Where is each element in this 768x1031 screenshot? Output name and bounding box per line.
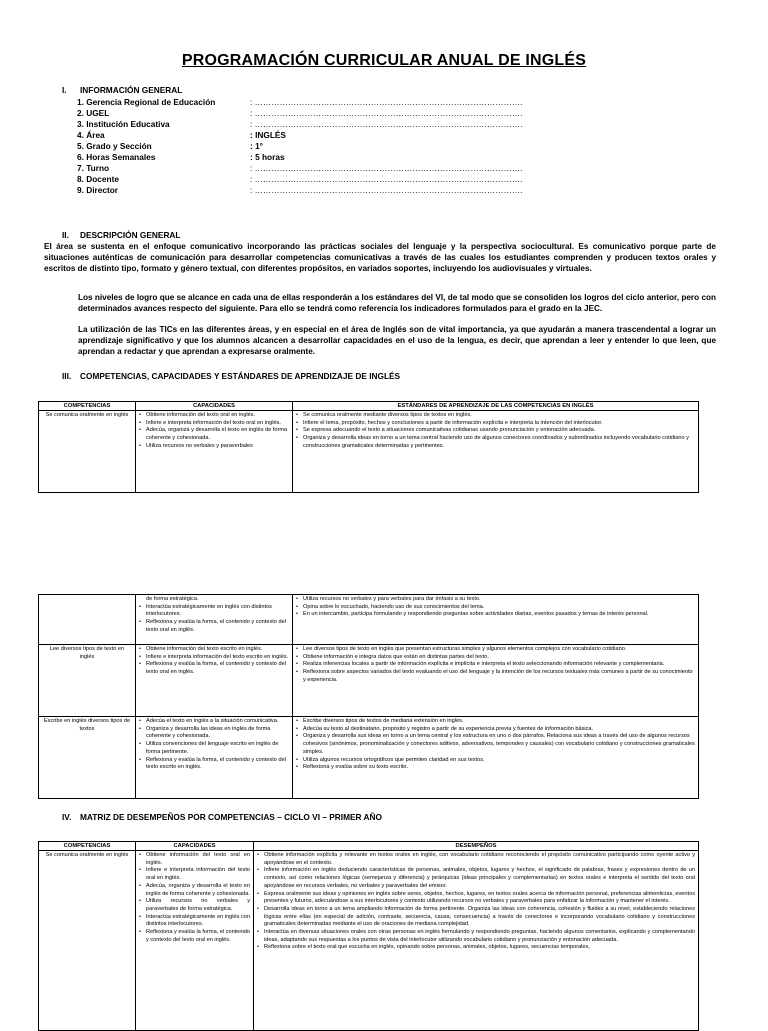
- info-value: : …………………………………………………………………………………….: [250, 108, 523, 118]
- list-item: • Utiliza convenciones del lenguaje escrito en inglés de forma pertinente.: [139, 741, 289, 756]
- section-2-heading: [62, 230, 181, 240]
- section-4-title: MATRIZ DE DESEMPEÑOS POR COMPETENCIAS – CICLO VI – PRIMER AÑO: [80, 812, 382, 822]
- info-label: 2. UGEL: [77, 108, 110, 118]
- info-value: : 1°: [250, 141, 264, 151]
- header-capacidades: CAPACIDADES: [136, 842, 254, 851]
- list-item: • Se comunica oralmente mediante diversos tipos de textos en inglés.: [296, 412, 695, 420]
- list-item: • Reflexiona y evalúa la forma, el contenido y contexto del texto oral en inglés.: [139, 929, 250, 944]
- info-label: 4. Área: [77, 130, 105, 140]
- section-3-number: III.: [62, 371, 72, 381]
- info-label: 8. Docente: [77, 174, 119, 184]
- header-competencias: COMPETENCIAS: [39, 402, 136, 411]
- info-value: : …………………………………………………………………………………….: [250, 163, 523, 173]
- standards-cell: [293, 717, 699, 799]
- list-item: • Organiza y desarrolla las ideas en inglés de forma coherente y cohesionada.: [139, 726, 289, 741]
- list-item: • Utiliza recursos no verbales y para verbales para dar énfasis a su texto.: [296, 596, 695, 604]
- table-row: [39, 851, 699, 1031]
- info-value: : 5 horas: [250, 152, 285, 162]
- description-paragraph-1: El área se sustenta en el enfoque comunicativo incorporando las prácticas sociales del lenguaje y la perspectiva sociocultural. Es comunicativo porque parte de situaciones auténticas de comunicación para desarrollar competencias comunicativas a través de las cuales los estudiantes comprenden y producen textos orales y escritos de distinto tipo, formato y género textual, con diferentes propósitos, en variados soportes, incluyendo los audiovisuales y virtuales.: [44, 242, 716, 274]
- list-item: • Infiere e interpreta información del texto oral en inglés.: [139, 420, 289, 428]
- performance-matrix-table: [38, 841, 699, 1031]
- list-item: • Utiliza algunos recursos ortográficos que permiten claridad en sus textos.: [296, 757, 695, 765]
- info-label: 7. Turno: [77, 163, 110, 173]
- standards-table-continued: [38, 594, 699, 799]
- list-item: • Realiza inferencias locales a partir de información explícita e implícita e interpreta el texto seleccionando información relevante y complementaria.: [296, 661, 695, 669]
- header-capacidades: CAPACIDADES: [136, 402, 293, 411]
- capacities-cell: [136, 645, 293, 717]
- table-row: [39, 717, 699, 799]
- list-item: • Reflexiona y evalúa sobre su texto escrito.: [296, 764, 695, 772]
- competency-cell: Se comunica oralmente en inglés: [39, 411, 136, 493]
- list-item: • Reflexiona y evalúa la forma, el contenido y contexto del texto oral en inglés.: [139, 619, 289, 634]
- list-item: • Utiliza recursos no verbales y paraverbales: [139, 443, 289, 451]
- list-item: • Adecúa el texto en inglés a la situación comunicativa.: [139, 718, 289, 726]
- info-value: : INGLÉS: [250, 130, 286, 140]
- performances-cell: [254, 851, 699, 1031]
- description-paragraph-3: La utilización de las TICs en las diferentes áreas, y en especial en el área de Inglés son de vital importancia, ya que ayudarán a manera trascendental a lograr un aprendizaje significativo y que los alumnos alcancen a desarrollar capacidades en el uso de la lengua, es decir, que aprendan a leer y entender lo que leen, que aprendan a redactar y que aprendan a expresarse oralmente.: [78, 325, 716, 357]
- header-desempenos: DESEMPEÑOS: [254, 842, 699, 851]
- info-value: : …………………………………………………………………………………….: [250, 174, 523, 184]
- header-competencias: COMPETENCIAS: [39, 842, 136, 851]
- list-item: • Obtiene información del texto oral en inglés.: [139, 852, 250, 867]
- info-label: 3. Institución Educativa: [77, 119, 170, 129]
- list-item: • Reflexiona y evalúa la forma, el contenido y contexto del texto oral en inglés.: [139, 661, 289, 676]
- list-item: • Interactúa estratégicamente en inglés con distintos interlocutores.: [139, 604, 289, 619]
- list-item: • Se expresa adecuando el texto a situaciones comunicativas cotidianas usando pronunciación y entonación adecuada.: [296, 427, 695, 435]
- table-row: [39, 411, 699, 493]
- list-item: • Infiere e interpreta información del texto oral en inglés.: [139, 867, 250, 882]
- list-item: • Escribe diversos tipos de textos de mediana extensión en inglés.: [296, 718, 695, 726]
- list-item: • Obtiene información explícita y relevante en textos orales en inglés, con vocabulario cotidiano reconociendo el propósito comunicativo participando como oyente activo y apoyándose en el contexto.: [257, 852, 695, 867]
- list-item: • Obtiene información e integra datos que están en distintas partes del texto.: [296, 654, 695, 662]
- competency-cell: Lee diversos tipos de texto en inglés: [39, 645, 136, 717]
- info-value: : …………………………………………………………………………………….: [250, 97, 523, 107]
- table-row: [39, 595, 699, 645]
- section-4-heading: [62, 812, 382, 822]
- list-item: • Utiliza recursos no verbales y paraverbales de forma estratégica.: [139, 898, 250, 913]
- capacities-cell: [136, 851, 254, 1031]
- capacities-cell: [136, 411, 293, 493]
- section-1-heading: [62, 85, 182, 95]
- standards-cell: [293, 645, 699, 717]
- list-item: • Expresa oralmente sus ideas y opiniones en inglés sobre seres, objetos, hechos, lugares, en textos orales acerca de información personal, preferencias alimenticias, eventos presentes y futuros, adecuándose a sus interlocutores y contexto utilizando recursos no verbales y paraverbales para enfatizar la información y mantener el interés.: [257, 891, 695, 906]
- list-item: • Reflexiona sobre aspectos variados del texto evaluando el uso del lenguaje y la intención de los recursos textuales más comunes a partir de su conocimiento y experiencia.: [296, 669, 695, 684]
- list-item: • Adecúa, organiza y desarrolla el texto en inglés de forma coherente y cohesionada.: [139, 883, 250, 898]
- capacities-cell: [136, 717, 293, 799]
- list-item: • Infiere el tema, propósito, hechos y conclusiones a partir de información explícita e interpreta la intención del interlocutor.: [296, 420, 695, 428]
- section-2-number: II.: [62, 230, 69, 240]
- list-item: • Obtiene información del texto escrito en inglés.: [139, 646, 289, 654]
- section-4-number: IV.: [62, 812, 72, 822]
- info-label: 1. Gerencia Regional de Educación: [77, 97, 216, 107]
- list-item: • Interactúa en diversas situaciones orales con otras personas en inglés formulando y respondiendo preguntas, haciendo algunos comentarios, explicando y complementando ideas, adaptando sus respuestas a los puntos de vista del interlocutor utilizando vocabulario cotidiano y pronunciación y entonación adecuada.: [257, 929, 695, 944]
- competency-cell: Escribe en inglés diversos tipos de textos: [39, 717, 136, 799]
- section-1-title: INFORMACIÓN GENERAL: [80, 85, 183, 95]
- list-item: • Lee diversos tipos de texto en inglés que presentan estructuras simples y algunos elementos complejos con vocabulario cotidiano.: [296, 646, 695, 654]
- info-label: 5. Grado y Sección: [77, 141, 152, 151]
- info-value: : …………………………………………………………………………………….: [250, 119, 523, 129]
- capacities-cell: [136, 595, 293, 645]
- table-header-row: [39, 842, 699, 851]
- list-item: • Organiza y desarrolla sus ideas en torno a un tema central y los estructura en uno o dos párrafos. Relaciona sus ideas a través del uso de algunos recursos cohesivos (sinónimos, pronominalización y conectores aditivos, adversativos, temporales y causales) con vocabulario cotidiano y construcciones gramaticales simples.: [296, 733, 695, 756]
- table-header-row: [39, 402, 699, 411]
- info-label: 9. Director: [77, 185, 119, 195]
- list-item: • Reflexiona sobre el texto oral que escucha en inglés, opinando sobre personas, animales, objetos, lugares, secuencias temporales,: [257, 944, 695, 952]
- list-item: • Opina sobre lo escuchado, haciendo uso de sus conocimientos del tema.: [296, 604, 695, 612]
- list-item: • En un intercambio, participa formulando y respondiendo preguntas sobre actividades diarias, eventos pasados y temas de interés personal.: [296, 611, 695, 619]
- list-item: • Interactúa estratégicamente en inglés con distintos interlocutores.: [139, 914, 250, 929]
- list-item: • Adecúa su texto al destinatario, propósito y registro a partir de su experiencia previa y fuentes de información básica.: [296, 726, 695, 734]
- list-item: • Infiere información en inglés deduciendo características de personas, animales, objetos, lugares y hechos, el significado de palabras, frases y expresiones dentro de un contexto, así como relaciones lógicas (semejanza y diferencia) y jerárquicas (ideas principales y complementarias) en textos orales e interpreta el sentido del texto oral apoyándose en recursos verbales, no verbales y paraverbales del emisor.: [257, 867, 695, 890]
- info-label: 6. Horas Semanales: [77, 152, 156, 162]
- document-title: PROGRAMACIÓN CURRICULAR ANUAL DE INGLÉS: [181, 52, 587, 69]
- list-item: • Reflexiona y evalúa la forma, el contenido y contexto del texto escrito en inglés.: [139, 757, 289, 772]
- section-3-title: COMPETENCIAS, CAPACIDADES Y ESTÁNDARES DE APRENDIZAJE DE INGLÉS: [80, 371, 401, 381]
- description-paragraph-2: Los niveles de logro que se alcance en cada una de ellas responderán a los estándares del VI, de tal modo que se consoliden los logros del ciclo anterior, pero con determinados avances respecto del siguiente. Para ello se tendrá como referencia los indicadores formulados para el grado en la JEC.: [78, 293, 716, 314]
- section-2-title: DESCRIPCIÓN GENERAL: [80, 230, 181, 240]
- section-3-heading: [62, 371, 400, 381]
- standards-cell: [293, 595, 699, 645]
- competency-cell: [39, 595, 136, 645]
- list-item: • Desarrolla ideas en torno a un tema ampliando información de forma pertinente. Organiza las ideas con coherencia, cohesión y fluidez a su nivel, estableciendo relaciones lógicas entre ellas (en especial de adición, contraste, secuencia, causa, consecuencia) a través de conectores e incorporando vocabulario cotidiano y construcciones gramaticales determinadas mediante el uso de oraciones de mediana complejidad.: [257, 906, 695, 929]
- standards-cell: [293, 411, 699, 493]
- list-item: • Adecúa, organiza y desarrolla el texto en inglés de forma coherente y cohesionada.: [139, 427, 289, 442]
- section-1-number: I.: [62, 85, 67, 95]
- list-item: • Obtiene información del texto oral en inglés.: [139, 412, 289, 420]
- competency-cell: Se comunica oralmente en inglés: [39, 851, 136, 1031]
- standards-table: [38, 401, 699, 493]
- header-estandares: ESTÁNDARES DE APRENDIZAJE DE LAS COMPETENCIAS EN INGLÉS: [293, 402, 699, 411]
- list-item: • Infiere e interpreta información del texto escrito en inglés.: [139, 654, 289, 662]
- table-row: [39, 645, 699, 717]
- info-value: : …………………………………………………………………………………….: [250, 185, 523, 195]
- capacity-continuation: de forma estratégica.: [146, 596, 199, 602]
- list-item: • Organiza y desarrolla ideas en torno a un tema central haciendo uso de algunos conectores coordinados y subordinados incluyendo vocabulario cotidiano y construcciones gramaticales determinadas y pertinentes.: [296, 435, 695, 450]
